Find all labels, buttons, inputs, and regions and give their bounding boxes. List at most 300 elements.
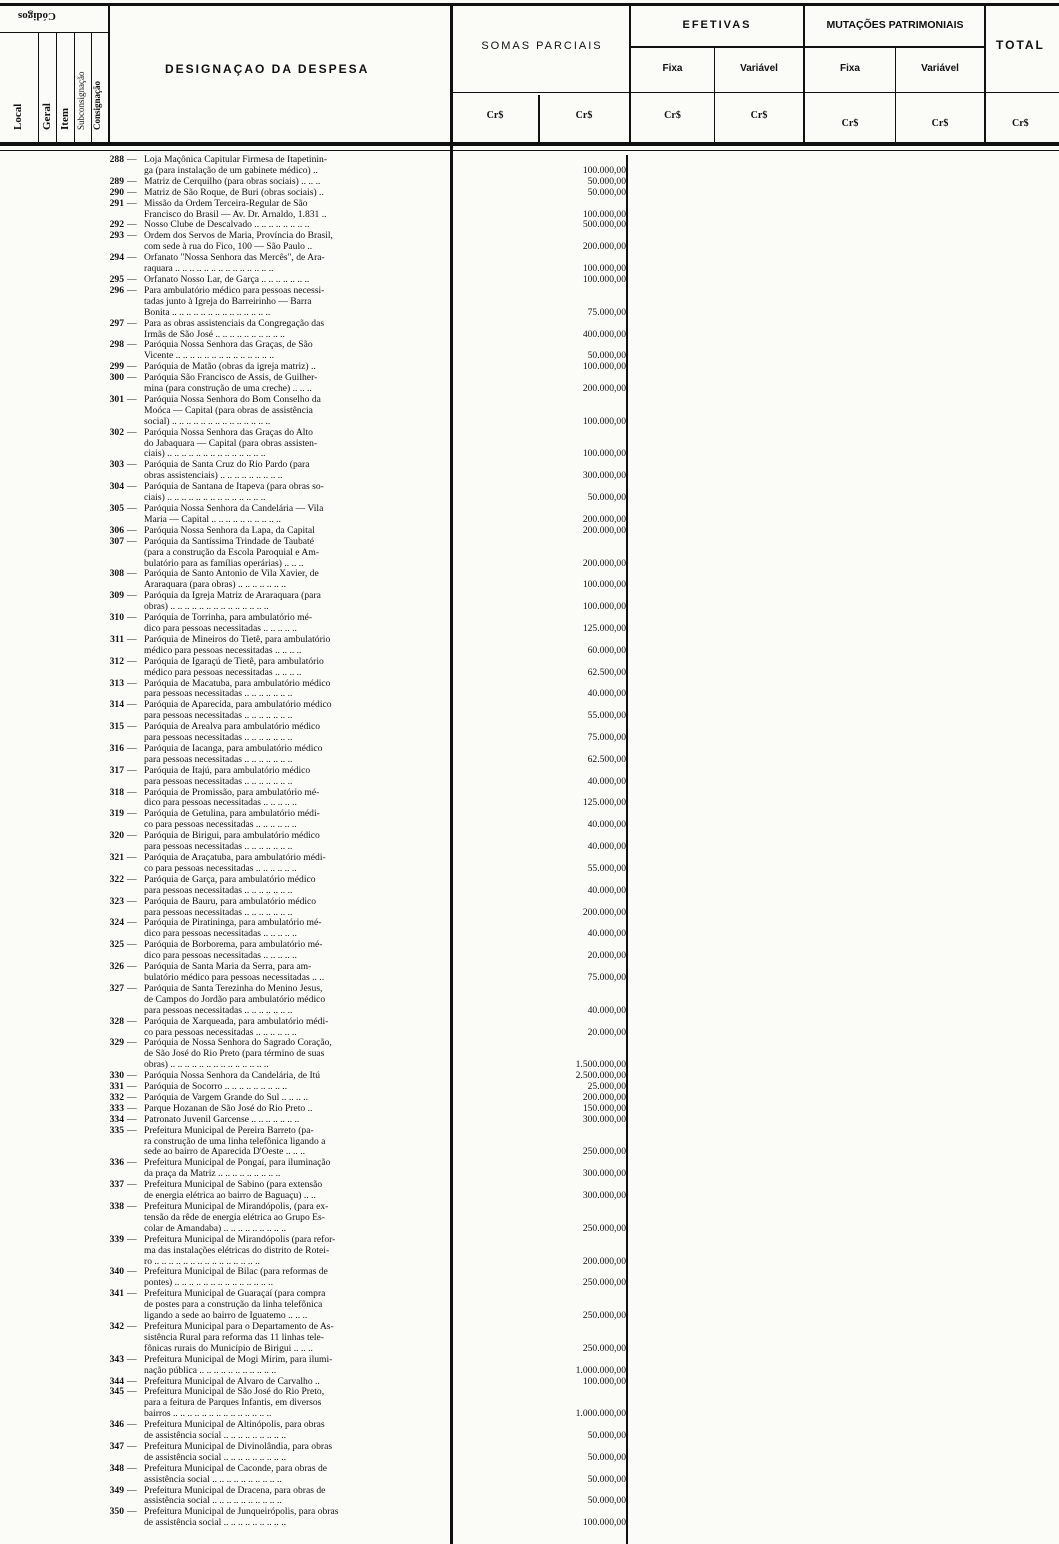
expense-amount: 300.000,00	[582, 1168, 626, 1180]
description-line: dico para pessoas necessitadas .. .. .. .. ..	[144, 798, 297, 809]
expense-description	[144, 199, 436, 221]
expense-number: 345	[109, 1386, 124, 1398]
dash-separator: —	[127, 1124, 137, 1136]
expense-number: 329	[109, 1037, 124, 1049]
rule-code-top	[0, 32, 108, 33]
expense-amount: 40.000,00	[587, 688, 626, 700]
description-line: para a feitura de Parques Infantis, em diversos	[144, 1398, 322, 1409]
expense-number: 314	[109, 699, 124, 711]
description-line: para pessoas necessitadas .. .. .. .. .. .. ..	[144, 754, 293, 765]
description-line: Paróquia de Piratininga, para ambulatório mé-	[144, 918, 322, 929]
expense-description	[144, 482, 436, 504]
description-line: Paróquia de Socorro .. .. .. .. .. .. .. .. ..	[144, 1082, 288, 1093]
dash-separator: —	[127, 372, 137, 384]
dash-separator: —	[127, 524, 137, 536]
description-line: bairros .. .. .. .. .. .. .. .. .. .. .. .. .. ..	[144, 1409, 272, 1420]
expense-number: 319	[109, 808, 124, 820]
dash-separator: —	[127, 252, 137, 264]
expense-description	[144, 1017, 436, 1039]
expense-number: 292	[109, 219, 124, 231]
expense-row	[100, 984, 628, 1017]
expense-row	[100, 1355, 628, 1377]
expense-amount: 125.000,00	[582, 622, 626, 634]
dash-separator: —	[127, 219, 137, 231]
description-line: Irmãs de São José .. .. .. .. .. .. .. .. .. ..	[144, 329, 285, 340]
expense-amount: 60.000,00	[587, 644, 626, 656]
description-line: dico para pessoas necessitadas .. .. .. .. ..	[144, 951, 297, 962]
expense-description	[144, 504, 436, 526]
mutacoes-header: MUTAÇÕES PATRIMONIAIS	[826, 19, 964, 31]
expense-table-body	[100, 155, 628, 1529]
expense-description	[144, 460, 436, 482]
expense-amount: 20.000,00	[587, 1026, 626, 1038]
description-line: Paróquia de Santo Antonio de Vila Xavier, de	[144, 569, 319, 580]
expense-row	[100, 220, 628, 231]
expense-description	[144, 962, 436, 984]
dash-separator: —	[127, 1091, 137, 1103]
description-line: raquara .. .. .. .. .. .. .. .. .. .. .. .. .. ..	[144, 264, 274, 275]
expense-description	[144, 1235, 436, 1268]
efetivas-header: EFETIVAS	[682, 19, 752, 31]
description-line: Missão da Ordem Terceira-Regular de São	[144, 198, 308, 209]
expense-number: 324	[109, 917, 124, 929]
expense-description	[144, 1082, 436, 1093]
expense-row	[100, 1093, 628, 1104]
expense-number: 305	[109, 503, 124, 514]
description-line: Prefeitura Municipal de Alvaro de Carvalho ..	[144, 1376, 320, 1387]
expense-amount: 300.000,00	[582, 470, 626, 482]
currency-mut-fixa: Cr$	[841, 118, 859, 129]
expense-row	[100, 1115, 628, 1126]
dash-separator: —	[127, 721, 137, 733]
expense-amount: 100.000,00	[582, 273, 626, 285]
expense-row	[100, 537, 628, 570]
description-line: Paróquia da Igreja Matriz de Araraquara (para	[144, 591, 321, 602]
description-line: Prefeitura Municipal de Guaraçaí (para compra	[144, 1289, 326, 1300]
expense-amount: 100.000,00	[582, 361, 626, 373]
dash-separator: —	[127, 764, 137, 776]
expense-row	[100, 679, 628, 701]
description-line: Paróquia de Igaraçú de Tietê, para ambulatório	[144, 656, 324, 667]
designacao-header: DESIGNAÇAO DA DESPESA	[165, 62, 370, 76]
rule-code-3	[74, 32, 75, 144]
description-line: Paróquia de Santa Cruz do Rio Pardo (para	[144, 460, 310, 471]
description-line: de São José do Rio Preto (para término de suas	[144, 1049, 325, 1060]
dash-separator: —	[127, 612, 137, 624]
dash-separator: —	[127, 1440, 137, 1452]
dash-separator: —	[127, 175, 137, 187]
expense-number: 340	[109, 1266, 124, 1278]
mutacoes-variavel-header: Variável	[921, 63, 959, 74]
expense-row	[100, 1442, 628, 1464]
description-line: Bonita .. .. .. .. .. .. .. .. .. .. .. .. .. ..	[144, 307, 271, 318]
description-line: Paróquia de Getulina, para ambulatório médi-	[144, 809, 320, 820]
dash-separator: —	[127, 808, 137, 820]
dash-separator: —	[127, 426, 137, 438]
description-line: para pessoas necessitadas .. .. .. .. .. .. ..	[144, 885, 293, 896]
expense-amount: 1.500.000,00	[575, 1059, 626, 1071]
description-line: Paróquia São Francisco de Assis, de Guilher-	[144, 373, 318, 384]
description-line: Paróquia de Araçatuba, para ambulatório médi-	[144, 853, 326, 863]
description-line: sede ao bairro de Aparecida D'Oeste .. .. ..	[144, 1147, 306, 1158]
expense-amount: 500.000,00	[582, 219, 626, 231]
description-line: Prefeitura Municipal de Caconde, para obras de	[144, 1463, 328, 1474]
description-line: ro .. .. .. .. .. .. .. .. .. .. .. .. .. .. ..	[144, 1256, 260, 1267]
expense-amount: 100.000,00	[582, 448, 626, 460]
expense-number: 297	[109, 317, 124, 329]
expense-number: 294	[109, 252, 124, 264]
expense-row	[100, 188, 628, 199]
description-line: Paróquia de Vargem Grande do Sul .. .. .. ..	[144, 1092, 309, 1103]
dash-separator: —	[127, 677, 137, 689]
description-line: Para ambulatório médico para pessoas necessi-	[144, 285, 325, 296]
dash-separator: —	[127, 1320, 137, 1332]
description-line: de Campos do Jordão para ambulatório médico	[144, 994, 326, 1005]
expense-number: 339	[109, 1233, 124, 1245]
expense-row	[100, 1507, 628, 1529]
expense-description	[144, 537, 436, 570]
expense-row	[100, 853, 628, 875]
expense-amount: 50.000,00	[587, 492, 626, 504]
dash-separator: —	[127, 1102, 137, 1114]
description-line: de postes para a construção da linha telefônica	[144, 1300, 323, 1311]
description-line: Prefeitura Municipal de Mirandópolis (para refor-	[144, 1234, 336, 1245]
expense-description	[144, 657, 436, 679]
expense-row	[100, 1420, 628, 1442]
description-line: ligando a sede ao bairro de Iguatemo .. .. ..	[144, 1311, 308, 1322]
expense-row	[100, 231, 628, 253]
description-line: social) .. .. .. .. .. .. .. .. .. .. .. .. .. ..	[144, 416, 271, 427]
header-thin-line	[0, 150, 1059, 151]
expense-number: 288	[109, 154, 124, 165]
expense-amount: 40.000,00	[587, 928, 626, 940]
expense-number: 337	[109, 1179, 124, 1191]
expense-number: 307	[109, 535, 124, 547]
description-line: Prefeitura Municipal de Divinolândia, para obras	[144, 1441, 333, 1452]
expense-row	[100, 766, 628, 788]
description-line: Prefeitura Municipal de Mirandópolis, (para ex-	[144, 1202, 329, 1212]
expense-description	[144, 788, 436, 810]
description-line: Paróquia Nossa Senhora do Bom Conselho da	[144, 394, 321, 405]
expense-amount: 150.000,00	[582, 1102, 626, 1114]
description-line: médico para pessoas necessitadas .. .. .. ..	[144, 667, 302, 678]
expense-amount: 75.000,00	[587, 732, 626, 744]
description-line: do Jabaquara — Capital (para obras assisten-	[144, 438, 318, 449]
expense-description	[144, 569, 436, 591]
dash-separator: —	[127, 982, 137, 994]
expense-row	[100, 1387, 628, 1420]
expense-description	[144, 679, 436, 701]
expense-number: 328	[109, 1015, 124, 1027]
expense-number: 334	[109, 1113, 124, 1125]
dash-separator: —	[127, 1037, 137, 1049]
expense-amount: 1.000.000,00	[575, 1408, 626, 1420]
expense-number: 333	[109, 1102, 124, 1114]
description-line: Paróquia de Bauru, para ambulatório médico	[144, 896, 317, 907]
dash-separator: —	[127, 699, 137, 711]
dash-separator: —	[127, 786, 137, 798]
currency-somas-1: Cr$	[486, 110, 504, 121]
description-line: Paróquia de Garça, para ambulatório médico	[144, 874, 316, 885]
expense-amount: 100.000,00	[582, 263, 626, 275]
description-line: Paróquia Nossa Senhora da Candelária, de Itú	[144, 1071, 321, 1082]
description-line: Prefeitura Municipal para o Departamento de As-	[144, 1321, 334, 1332]
expense-amount: 100.000,00	[582, 579, 626, 591]
currency-mut-var: Cr$	[931, 118, 949, 129]
expense-number: 293	[109, 230, 124, 242]
expense-row	[100, 875, 628, 897]
expense-row	[100, 613, 628, 635]
description-line: co para pessoas necessitadas .. .. .. .. .. ..	[144, 820, 297, 831]
expense-description	[144, 722, 436, 744]
description-line: Matriz de Cerquilho (para obras sociais) .. .. ..	[144, 176, 321, 187]
expense-description	[144, 188, 436, 199]
description-line: colar de Amandaba) .. .. .. .. .. .. .. .. ..	[144, 1223, 287, 1234]
expense-row	[100, 722, 628, 744]
dash-separator: —	[127, 590, 137, 602]
expense-amount: 250.000,00	[582, 1277, 626, 1289]
description-line: Vicente .. .. .. .. .. .. .. .. .. .. .. .. .. ..	[144, 351, 274, 362]
expense-number: 327	[109, 982, 124, 994]
expense-amount: 100.000,00	[582, 1517, 626, 1529]
expense-amount: 100.000,00	[582, 208, 626, 220]
expense-amount: 50.000,00	[587, 186, 626, 198]
expense-number: 295	[109, 273, 124, 285]
description-line: Matriz de São Roque, de Buri (obras sociais) ..	[144, 187, 324, 198]
expense-row	[100, 1267, 628, 1289]
expense-amount: 200.000,00	[582, 1255, 626, 1267]
expense-row	[100, 362, 628, 373]
expense-amount: 75.000,00	[587, 306, 626, 318]
description-line: Prefeitura Municipal de São José do Rio Preto,	[144, 1387, 325, 1398]
description-line: Parque Hozanan de São José do Rio Preto ..	[144, 1103, 313, 1114]
expense-amount: 300.000,00	[582, 1190, 626, 1202]
expense-number: 312	[109, 655, 124, 667]
dash-separator: —	[127, 535, 137, 547]
expense-row	[100, 1180, 628, 1202]
description-line: obras) .. .. .. .. .. .. .. .. .. .. .. .. .. ..	[144, 1060, 269, 1071]
expense-number: 322	[109, 873, 124, 885]
expense-description	[144, 700, 436, 722]
expense-description	[144, 1202, 436, 1235]
description-line: Patronato Juvenil Garcense .. .. .. .. .. .. ..	[144, 1114, 300, 1125]
expense-row	[100, 569, 628, 591]
description-line: médico para pessoas necessitadas .. .. .. ..	[144, 645, 302, 656]
dash-separator: —	[127, 742, 137, 754]
expense-row	[100, 744, 628, 766]
expense-row	[100, 482, 628, 504]
description-line: de energia elétrica ao bairro de Baguaçu) .. ..	[144, 1191, 316, 1202]
dash-separator: —	[127, 317, 137, 329]
expense-row	[100, 591, 628, 613]
expense-number: 296	[109, 284, 124, 296]
expense-number: 323	[109, 895, 124, 907]
expense-number: 315	[109, 721, 124, 733]
expense-amount: 40.000,00	[587, 884, 626, 896]
expense-description	[144, 1442, 436, 1464]
description-line: Paróquia de Santa Terezinha do Menino Jesus,	[144, 983, 323, 994]
dash-separator: —	[127, 1179, 137, 1191]
expense-description	[144, 395, 436, 428]
expense-amount: 50.000,00	[587, 1495, 626, 1507]
description-line: ga (para instalação de um gabinete médico) ..	[144, 165, 318, 176]
description-line: para pessoas necessitadas .. .. .. .. .. .. ..	[144, 733, 293, 744]
expense-row	[100, 1082, 628, 1093]
dash-separator: —	[127, 339, 137, 351]
description-line: Moóca — Capital (para obras de assistência	[144, 405, 313, 416]
dash-separator: —	[127, 197, 137, 209]
expense-row	[100, 460, 628, 482]
expense-number: 326	[109, 961, 124, 973]
dash-separator: —	[127, 1462, 137, 1474]
description-line: Prefeitura Municipal de Dracena, para obras de	[144, 1485, 326, 1496]
expense-row	[100, 940, 628, 962]
expense-number: 304	[109, 481, 124, 493]
description-line: Nosso Clube de Descalvado .. .. .. .. .. .. .. ..	[144, 220, 310, 231]
currency-total: Cr$	[1012, 118, 1029, 129]
dash-separator: —	[127, 1113, 137, 1125]
expense-row	[100, 1235, 628, 1268]
expense-number: 336	[109, 1157, 124, 1169]
dash-separator: —	[127, 393, 137, 405]
expense-row	[100, 199, 628, 221]
expense-number: 318	[109, 786, 124, 798]
description-line: para pessoas necessitadas .. .. .. .. .. .. ..	[144, 842, 293, 853]
dash-separator: —	[127, 459, 137, 471]
description-line: obras) .. .. .. .. .. .. .. .. .. .. .. .. .. ..	[144, 602, 269, 613]
expense-amount: 62.500,00	[587, 666, 626, 678]
consignacao-label: Consignação	[92, 80, 102, 130]
expense-amount: 100.000,00	[582, 164, 626, 176]
expense-description	[144, 635, 436, 657]
expense-description	[144, 220, 436, 231]
expense-amount: 50.000,00	[587, 1473, 626, 1485]
geral-label: Geral	[41, 103, 53, 130]
description-line: de assistência social .. .. .. .. .. .. .. .. ..	[144, 1518, 287, 1529]
expense-description	[144, 428, 436, 461]
expense-amount: 400.000,00	[582, 328, 626, 340]
description-line: para pessoas necessitadas .. .. .. .. .. .. ..	[144, 776, 293, 787]
expense-row	[100, 897, 628, 919]
rule-code-2	[56, 32, 57, 144]
dash-separator: —	[127, 1375, 137, 1387]
expense-number: 335	[109, 1124, 124, 1136]
expense-row	[100, 177, 628, 188]
expense-description	[144, 1180, 436, 1202]
expense-amount: 55.000,00	[587, 862, 626, 874]
description-line: co para pessoas necessitadas .. .. .. .. .. ..	[144, 863, 297, 874]
expense-number: 342	[109, 1320, 124, 1332]
description-line: pontes) .. .. .. .. .. .. .. .. .. .. .. .. .. ..	[144, 1278, 273, 1289]
description-line: dico para pessoas necessitadas .. .. .. .. ..	[144, 929, 297, 940]
description-line: para pessoas necessitadas .. .. .. .. .. .. ..	[144, 1005, 293, 1016]
expense-description	[144, 1355, 436, 1377]
expense-row	[100, 1126, 628, 1159]
expense-amount: 200.000,00	[582, 241, 626, 253]
dash-separator: —	[127, 186, 137, 198]
description-line: Paróquia de Matão (obras da igreja matriz) ..	[144, 362, 316, 373]
expense-row	[100, 1464, 628, 1486]
expense-row	[100, 1322, 628, 1355]
description-line: ciais) .. .. .. .. .. .. .. .. .. .. .. .. .. ..	[144, 449, 266, 460]
dash-separator: —	[127, 655, 137, 667]
description-line: bulatório para as famílias operárias) .. .. ..	[144, 558, 304, 569]
dash-separator: —	[127, 1484, 137, 1496]
description-line: bulatório médico para pessoas necessitadas .. ..	[144, 972, 325, 983]
expense-amount: 40.000,00	[587, 841, 626, 853]
description-line: Paróquia de Nossa Senhora do Sagrado Coração,	[144, 1038, 332, 1049]
expense-description	[144, 897, 436, 919]
dash-separator: —	[127, 1506, 137, 1518]
description-line: assistência social .. .. .. .. .. .. .. .. .. ..	[144, 1496, 282, 1507]
dash-separator: —	[127, 273, 137, 285]
dash-separator: —	[127, 895, 137, 907]
codigos-label: Códigos	[18, 10, 56, 22]
expense-row	[100, 1377, 628, 1388]
description-line: Paróquia de Itajú, para ambulatório médico	[144, 765, 311, 776]
description-line: mina (para construção de uma creche) .. .. ..	[144, 384, 312, 395]
expense-number: 348	[109, 1462, 124, 1474]
expense-description	[144, 831, 436, 853]
expense-amount: 200.000,00	[582, 557, 626, 569]
expense-description	[144, 1387, 436, 1420]
description-line: tadas junto à Igreja do Barreirinho — Barra	[144, 296, 312, 307]
expense-description	[144, 766, 436, 788]
expense-number: 321	[109, 852, 124, 863]
description-line: para pessoas necessitadas .. .. .. .. .. .. ..	[144, 711, 293, 722]
expense-description	[144, 1104, 436, 1115]
expense-description	[144, 984, 436, 1017]
expense-row	[100, 1104, 628, 1115]
expense-description	[144, 362, 436, 373]
dash-separator: —	[127, 481, 137, 493]
description-line: dico para pessoas necessitadas .. .. .. .. ..	[144, 623, 297, 634]
expense-description	[144, 1377, 436, 1388]
expense-description	[144, 875, 436, 897]
description-line: Prefeitura Municipal de Junqueirópolis, para obras	[144, 1507, 339, 1518]
expense-row	[100, 1038, 628, 1071]
expense-description	[144, 526, 436, 537]
expense-amount: 55.000,00	[587, 710, 626, 722]
expense-amount: 75.000,00	[587, 971, 626, 983]
expense-row	[100, 373, 628, 395]
expense-number: 301	[109, 393, 124, 405]
expense-number: 291	[109, 197, 124, 209]
description-line: Paróquia de Arealva para ambulatório médico	[144, 722, 321, 733]
expense-number: 330	[109, 1070, 124, 1082]
expense-description	[144, 1093, 436, 1104]
description-line: Paróquia Nossa Senhora da Lapa, da Capital	[144, 525, 315, 536]
expense-description	[144, 744, 436, 766]
description-line: Paróquia Nossa Senhora das Graças do Alto	[144, 427, 313, 438]
expense-description	[144, 918, 436, 940]
expense-row	[100, 809, 628, 831]
description-line: Prefeitura Municipal de Altinópolis, para obras	[144, 1420, 325, 1431]
efetivas-fixa-header: Fixa	[662, 63, 683, 74]
efetivas-underline	[630, 46, 985, 48]
description-line: Orfanato "Nossa Senhora das Mercês", de Ara-	[144, 253, 325, 264]
dash-separator: —	[127, 1353, 137, 1365]
expense-number: 306	[109, 524, 124, 536]
expense-description	[144, 613, 436, 635]
expense-row	[100, 526, 628, 537]
dash-separator: —	[127, 568, 137, 580]
expense-description	[144, 231, 436, 253]
expense-number: 300	[109, 372, 124, 384]
expense-row	[100, 253, 628, 275]
expense-description	[144, 1158, 436, 1180]
expense-row	[100, 286, 628, 319]
